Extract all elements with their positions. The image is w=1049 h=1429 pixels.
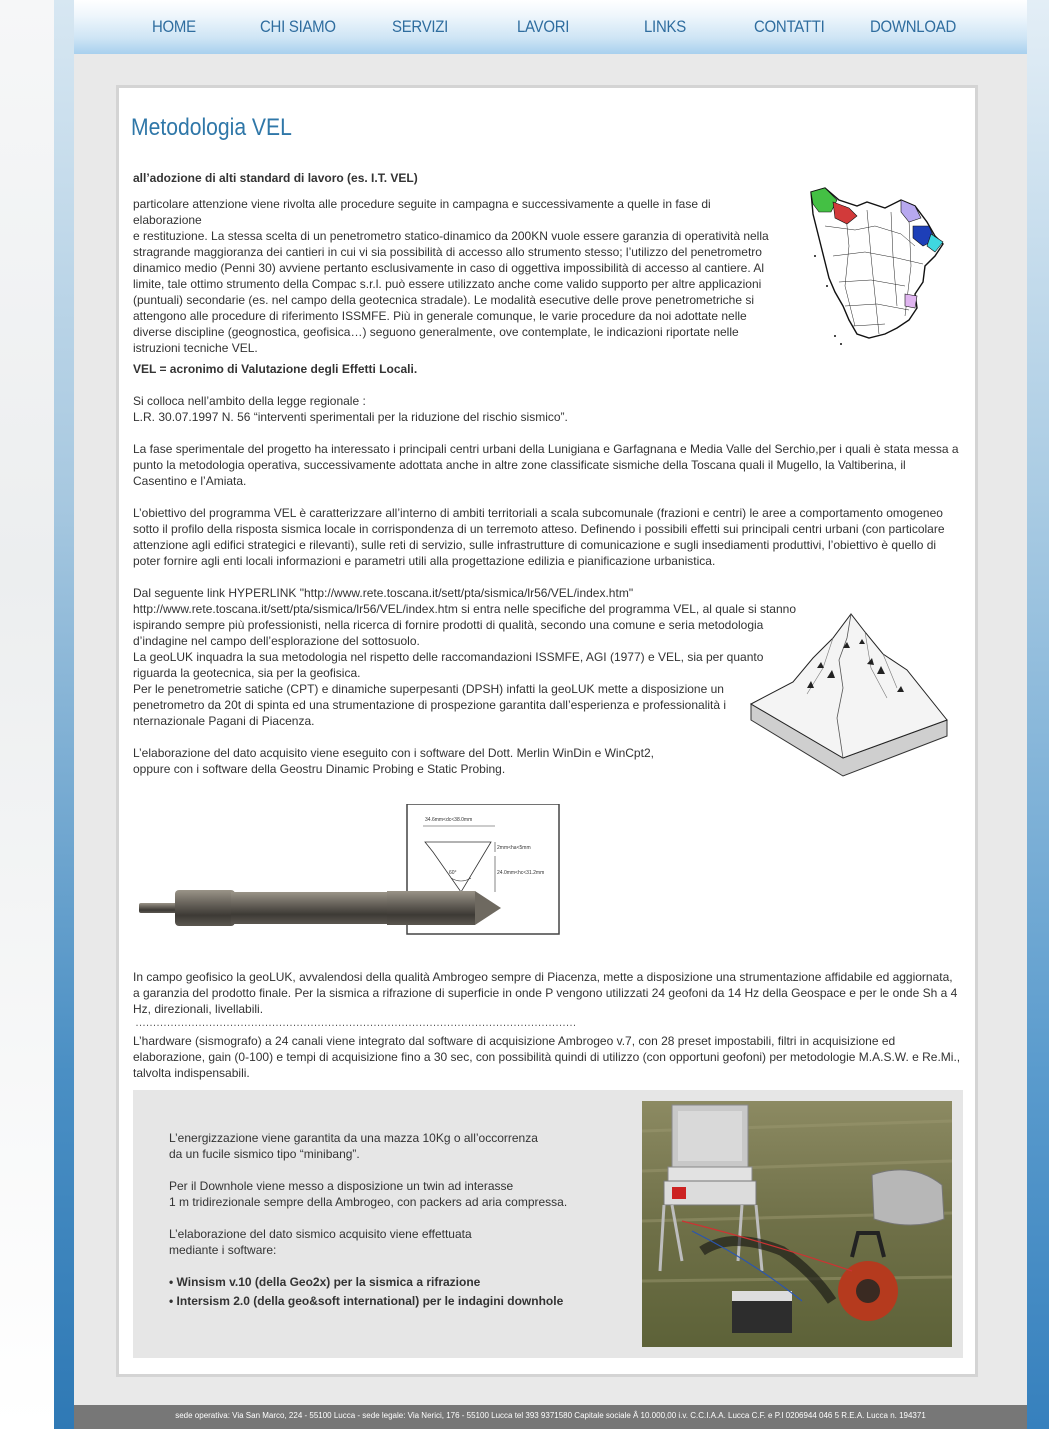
- text-line: riguarda la geotecnica, sia per la geofisica.: [133, 666, 361, 680]
- software-bullet-winsism: • Winsism v.10 (della Geo2x) per la sismica a rifrazione: [169, 1275, 481, 1289]
- link-paragraph: [133, 585, 813, 729]
- text-line: Hz, direzionali, livellabili.: [133, 1002, 264, 1016]
- text-line: L’hardware (sismografo) a 24 canali viene integrato dal software di acquisizione Ambrogeo v.7, con 28 preset impostabili, filtri in acquisizione ed: [133, 1034, 896, 1048]
- text-line: In campo geofisico la geoLUK, avvalendosi della qualità Ambrogeo sempre di Piacenza, mette a disposizione una strumentazione affidabile ed aggiornata,: [133, 970, 953, 984]
- text-line: Per il Downhole viene messo a disposizione un twin ad interasse: [169, 1179, 514, 1193]
- text-line: dinamico medio (Penni 30) avviene pertanto esclusivamente in caso di oggettiva impossibilità di accesso al cantiere. Al: [133, 261, 765, 275]
- left-blue-border: [54, 0, 74, 1429]
- text-line: L’obiettivo del programma VEL è caratterizzare all’interno di ambiti territoriali a scala subcomunale (frazioni e centri) le aree a comportamento omogeneo: [133, 506, 943, 520]
- vel-acronym-heading: VEL = acronimo di Valutazione degli Effetti Locali.: [133, 362, 418, 376]
- content-panel: [116, 85, 978, 1377]
- text-line: 1 m tridirezionale sempre della Ambrogeo, con packers ad aria compressa.: [169, 1195, 568, 1209]
- law-paragraph: [133, 393, 568, 425]
- diagram-label-top: 34.6mm<dc<38.0mm: [425, 817, 473, 823]
- nav-contatti[interactable]: CONTATTI: [754, 17, 825, 36]
- tuscany-map-image: [805, 186, 947, 348]
- text-line: a garanzia del prodotto finale. Per la sismica a rifrazione di superficie in onde P vengono utilizzati 24 geofoni da 14 Hz della Geospace e per le onde Sh a 4: [133, 986, 958, 1000]
- field-equipment-photo: [642, 1101, 952, 1347]
- intro-paragraph: [133, 196, 773, 356]
- text-line: L’elaborazione del dato acquisito viene eseguito con i software del Dott. Merlin WinDin e WinCpt2,: [133, 746, 654, 760]
- energy-paragraph: [169, 1130, 538, 1162]
- text-line: diverse discipline (geognostica, geofisica…) seguono generalmente, ove contemplate, le indicazioni riportate nelle: [133, 325, 739, 339]
- text-line: talvolta indispensabili.: [133, 1066, 250, 1080]
- text-line: ispirando sempre più professionisti, nella ricerca di fornire prodotti di qualità, secondo una comune e seria metodologia: [133, 618, 764, 632]
- main-container: [74, 0, 1027, 1429]
- text-line: limite, tale ottimo strumento della Compac s.r.l. può essere utilizzato anche come valido supporto per altre applicazioni: [133, 277, 762, 291]
- text-line: oppure con i software della Geostru Dinamic Probing e Static Probing.: [133, 762, 506, 776]
- nav-lavori[interactable]: LAVORI: [517, 17, 570, 36]
- top-navigation-bar: [74, 0, 1027, 54]
- text-line: Si colloca nell’ambito della legge regionale :: [133, 394, 366, 408]
- text-line: Casentino e l’Amiata.: [133, 474, 247, 488]
- text-line: La fase sperimentale del progetto ha interessato i principali centri urbani della Lunigiana e Garfagnana e Media Valle del Serchio,per i quali è stata messa a: [133, 442, 959, 456]
- diagram-label-angle: 60°: [449, 870, 457, 876]
- text-line: sotto il profilo della risposta sismica locale in corrispondenza di un terremoto atteso. Definendo i possibili effetti sui principali centri urbani (con particolare: [133, 522, 945, 536]
- text-line: L’elaborazione del dato sismico acquisito viene effettuata: [169, 1227, 472, 1241]
- text-line: da un fucile sismico tipo “minibang”.: [169, 1147, 360, 1161]
- phase-paragraph: [133, 441, 963, 489]
- penetrometer-probe-image: [139, 804, 561, 938]
- nav-chi-siamo[interactable]: CHI SIAMO: [260, 17, 336, 36]
- vel-link[interactable]: http://www.rete.toscana.it/sett/pta/sismica/lr56/VEL/index.htm si entra nelle specifiche del programma VEL, al quale si stanno: [133, 602, 796, 616]
- nav-servizi[interactable]: SERVIZI: [392, 17, 449, 36]
- text-line: nternazionale Pagani di Piacenza.: [133, 714, 315, 728]
- right-blue-border: [1027, 0, 1049, 1429]
- geophysics-paragraph: [133, 969, 963, 1017]
- text-line: d’indagine nel campo dell’esplorazione del sottosuolo.: [133, 634, 420, 648]
- diagram-label-bottom: 24.0mm<hc<31.2mm: [497, 870, 545, 876]
- text-line: poter fornire agli enti locali informazioni e parametri utili alla progettazione edilizia e pianificazione urbanistica.: [133, 554, 716, 568]
- objective-paragraph: [133, 505, 963, 569]
- nav-links[interactable]: LINKS: [644, 17, 686, 36]
- text-line: particolare attenzione viene rivolta alle procedure seguite in campagna e successivamente a quelle in fase di elaborazione: [133, 197, 711, 227]
- text-line: mediante i software:: [169, 1243, 277, 1257]
- software-bullet-intersism: • Intersism 2.0 (della geo&soft international) per le indagini downhole: [169, 1294, 564, 1308]
- terrain-block-image: [747, 608, 951, 784]
- text-line: L.R. 30.07.1997 N. 56 “interventi sperimentali per la riduzione del rischio sismico”.: [133, 410, 568, 424]
- hardware-paragraph: [133, 1033, 963, 1081]
- nav-download[interactable]: DOWNLOAD: [870, 17, 956, 36]
- text-line: attengono alle procedure di riferimento ISSMFE. Più in generale comunque, le varie procedure da noi adottate nelle: [133, 309, 747, 323]
- dotted-separator: ………………………………………………………………………………………………………………: [135, 1017, 576, 1029]
- text-line: Per le penetrometrie satiche (CPT) e dinamiche superpesanti (DPSH) infatti la geoLUK mette a disposizione un: [133, 682, 724, 696]
- text-line: Dal seguente link HYPERLINK "http://www.rete.toscana.it/sett/pta/sismica/lr56/VEL/index.htm": [133, 586, 634, 600]
- text-line: penetrometro da 20t di spinta ed una strumentazione di prospezione garantita dall’esperienza e professionalità i: [133, 698, 727, 712]
- text-line: punto la metodologia operativa, successivamente adottata anche in altre zone classificate sismiche della Toscana quali il Mugello, la Valtiberina, il: [133, 458, 906, 472]
- text-line: attenzione agli edifici strategici e rilevanti), sulle reti di servizio, sulle infrastrutture di comunicazione e sugli insediamenti produttivi, l’obiettivo è quello di: [133, 538, 937, 552]
- text-line: La geoLUK inquadra la sua metodologia nel rispetto delle raccomandazioni ISSMFE, AGI (1977) e VEL, sia per quanto: [133, 650, 764, 664]
- elaboration-paragraph: [169, 1226, 472, 1258]
- text-line: stragrande maggioranza dei cantieri in cui vi sia possibilità di accesso allo strumento stesso; l’utilizzo del penetrometro: [133, 245, 762, 259]
- nav-home[interactable]: HOME: [152, 17, 196, 36]
- diagram-label-right: 2mm<ha<5mm: [497, 845, 531, 851]
- text-line: L’energizzazione viene garantita da una mazza 10Kg o all’occorrenza: [169, 1131, 538, 1145]
- seismic-equipment-box: [133, 1090, 963, 1358]
- text-line: (puntuali) secondarie (es. nel campo della geotecnica stradale). Le modalità esecutive delle prove penetrometriche si: [133, 293, 755, 307]
- text-line: elaborazione, gain (0-100) e tempi di acquisizione fino a 30 sec, con possibilità quindi di utilizzo (con opportuni geofoni) per metodologie M.A.S.W. e Re.Mi.,: [133, 1050, 961, 1064]
- adoption-heading: all’adozione di alti standard di lavoro (es. I.T. VEL): [133, 171, 418, 185]
- text-line: e restituzione. La stessa scelta di un penetrometro statico-dinamico da 200KN vuole essere garanzia di operatività nella: [133, 229, 769, 243]
- downhole-paragraph: [169, 1178, 567, 1210]
- left-background-strip: [0, 0, 54, 1429]
- software-paragraph: [133, 745, 654, 777]
- page-title: Metodologia VEL: [131, 114, 292, 141]
- text-line: istruzioni tecniche VEL.: [133, 341, 258, 355]
- footer-bar: sede operativa: Via San Marco, 224 - 55100 Lucca - sede legale: Via Nerici, 176 - 55100 Lucca tel 393 9371580 Capitale sociale Â 10.000,00 i.v. C.C.I.A.A. Lucca C.F. e P.I 0206944 046 5 R.E.A. Lucca n. 194371: [74, 1405, 1027, 1429]
